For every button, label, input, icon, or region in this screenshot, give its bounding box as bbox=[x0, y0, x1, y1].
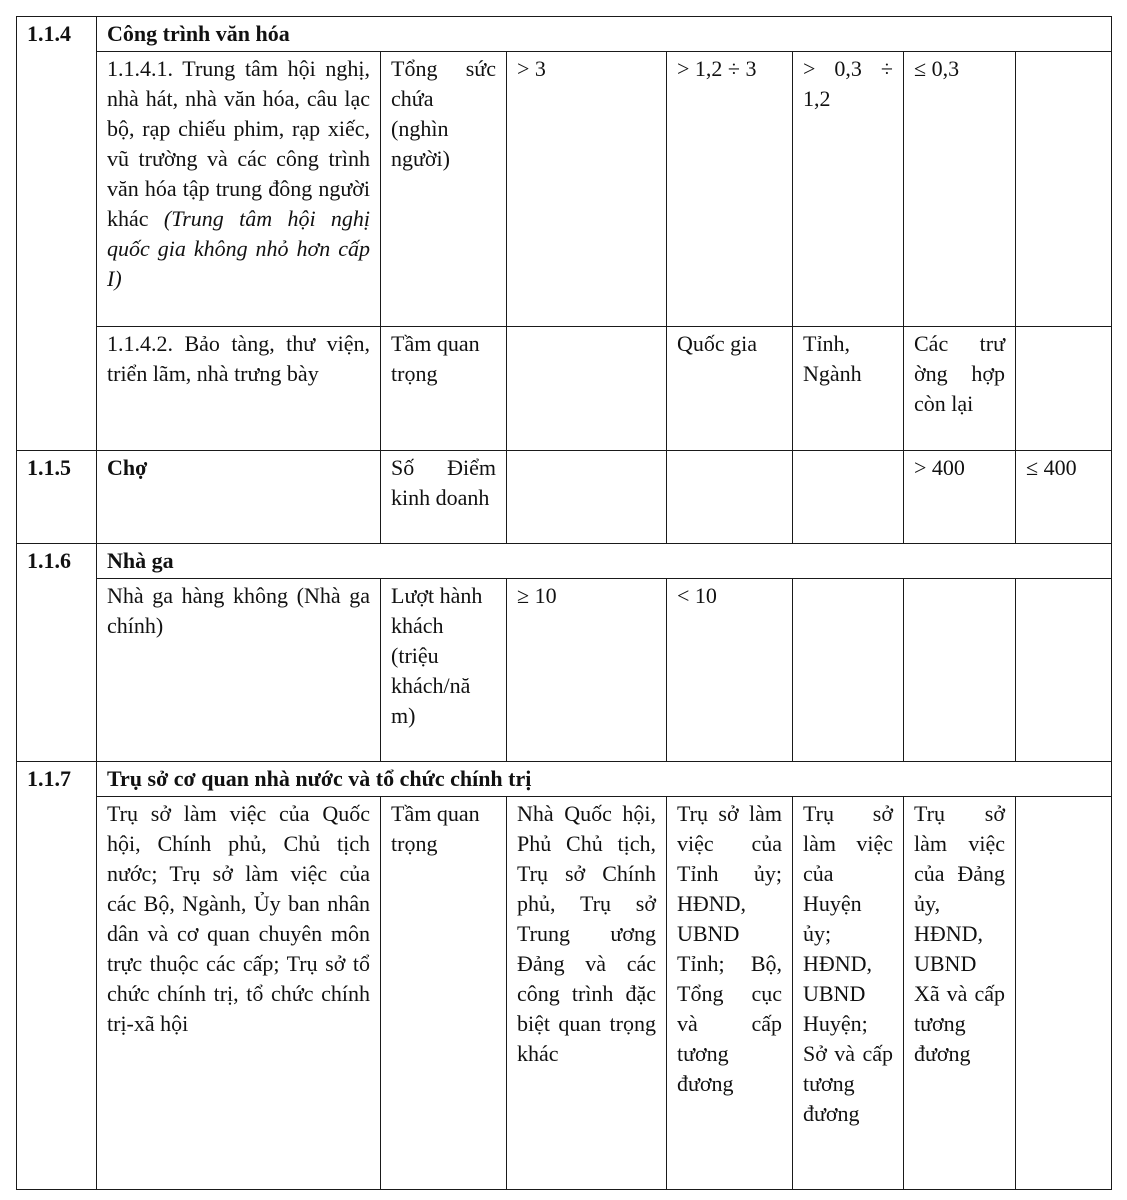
criterion-cell: Số Điểm kinh doanh bbox=[381, 451, 507, 544]
criterion-cell: Tổng sức chứa (nghìn người) bbox=[381, 52, 507, 327]
section-row-1-1-4 bbox=[17, 17, 1112, 52]
grade-cell-2: < 10 bbox=[667, 579, 793, 762]
section-number: 1.1.6 bbox=[17, 544, 97, 762]
document-page bbox=[16, 16, 1111, 1190]
grade-cell-3 bbox=[793, 579, 904, 762]
item-name-cell: Trụ sở làm việc của Quốc hội, Chính phủ, Chủ tịch nước; Trụ sở làm việc của các Bộ, Ngành, Ủy ban nhân dân và cơ quan chuyên môn trực thuộc các cấp; Trụ sở tổ chức chính trị, tổ chức chính trị-xã hội bbox=[97, 797, 381, 1190]
section-row-1-1-6 bbox=[17, 544, 1112, 579]
grade-cell-5 bbox=[1016, 579, 1112, 762]
item-note: (Trung tâm hội nghị quốc gia không nhỏ hơn cấp I) bbox=[107, 206, 371, 291]
grade-cell-4: > 400 bbox=[904, 451, 1016, 544]
grade-cell-2: > 1,2 ÷ 3 bbox=[667, 52, 793, 327]
section-title: Chợ bbox=[97, 451, 381, 544]
section-number: 1.1.4 bbox=[17, 17, 97, 451]
item-name-cell: 1.1.4.2. Bảo tàng, thư viện, triển lãm, nhà trưng bày bbox=[97, 327, 381, 451]
grade-cell-5: ≤ 400 bbox=[1016, 451, 1112, 544]
grade-cell-4: Trụ sở làm việc của Đảng ủy, HĐND, UBND Xã và cấp tương đương bbox=[904, 797, 1016, 1190]
section-row-1-1-5 bbox=[17, 451, 1112, 544]
table-row bbox=[17, 797, 1112, 1190]
section-title: Công trình văn hóa bbox=[97, 17, 1112, 52]
section-row-1-1-7 bbox=[17, 762, 1112, 797]
grade-cell-3 bbox=[793, 451, 904, 544]
grade-cell-1: ≥ 10 bbox=[507, 579, 667, 762]
criterion-cell: Lượt hành khách (triệu khách/nă m) bbox=[381, 579, 507, 762]
grade-cell-5 bbox=[1016, 52, 1112, 327]
section-number: 1.1.5 bbox=[17, 451, 97, 544]
criterion-cell: Tầm quan trọng bbox=[381, 327, 507, 451]
grade-cell-4: ≤ 0,3 bbox=[904, 52, 1016, 327]
section-title: Nhà ga bbox=[97, 544, 1112, 579]
criterion-cell: Tầm quan trọng bbox=[381, 797, 507, 1190]
grade-cell-2 bbox=[667, 451, 793, 544]
classification-table bbox=[16, 16, 1112, 1190]
grade-cell-2: Quốc gia bbox=[667, 327, 793, 451]
grade-cell-3: > 0,3 ÷ 1,2 bbox=[793, 52, 904, 327]
table-row bbox=[17, 327, 1112, 451]
grade-cell-1: Nhà Quốc hội, Phủ Chủ tịch, Trụ sở Chính phủ, Trụ sở Trung ương Đảng và các công trình đặc biệt quan trọng khác bbox=[507, 797, 667, 1190]
item-name-cell bbox=[97, 52, 381, 327]
grade-cell-4 bbox=[904, 579, 1016, 762]
grade-cell-3: Trụ sở làm việc của Huyện ủy; HĐND, UBND Huyện; Sở và cấp tương đương bbox=[793, 797, 904, 1190]
item-name-cell: Nhà ga hàng không (Nhà ga chính) bbox=[97, 579, 381, 762]
table-row bbox=[17, 579, 1112, 762]
table-row bbox=[17, 52, 1112, 327]
grade-cell-1 bbox=[507, 451, 667, 544]
grade-cell-1 bbox=[507, 327, 667, 451]
item-name: 1.1.4.1. Trung tâm hội nghị, nhà hát, nhà văn hóa, câu lạc bộ, rạp chiếu phim, rạp xiếc, vũ trường và các công trình văn hóa tập trung đông người khác bbox=[107, 56, 370, 231]
grade-cell-5 bbox=[1016, 327, 1112, 451]
section-number: 1.1.7 bbox=[17, 762, 97, 1190]
grade-cell-4: Các trư ờng hợp còn lại bbox=[904, 327, 1016, 451]
grade-cell-1: > 3 bbox=[507, 52, 667, 327]
grade-cell-5 bbox=[1016, 797, 1112, 1190]
grade-cell-3: Tỉnh, Ngành bbox=[793, 327, 904, 451]
section-title: Trụ sở cơ quan nhà nước và tổ chức chính trị bbox=[97, 762, 1112, 797]
grade-cell-2: Trụ sở làm việc của Tỉnh ủy; HĐND, UBND Tỉnh; Bộ, Tổng cục và cấp tương đương bbox=[667, 797, 793, 1190]
